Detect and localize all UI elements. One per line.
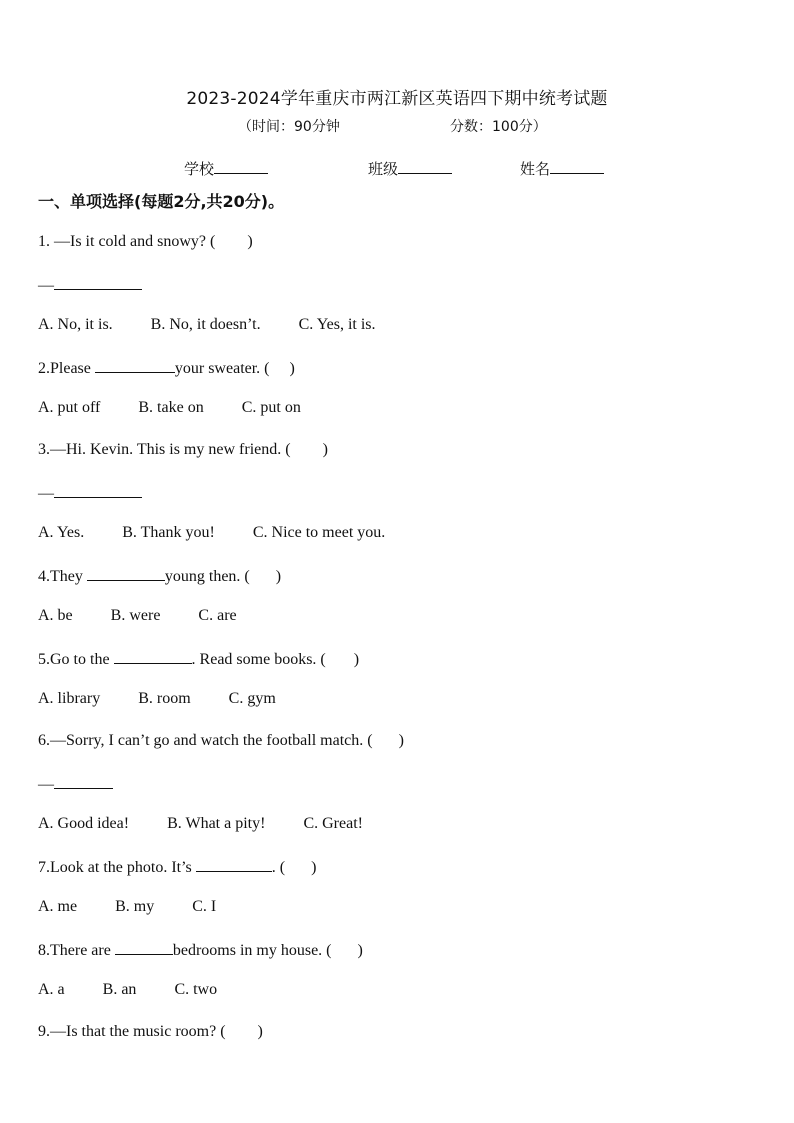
dash: —	[38, 485, 54, 502]
option-a[interactable]: A. No, it is.	[38, 316, 113, 333]
answer-line	[38, 774, 113, 794]
question-5	[38, 649, 359, 669]
option-c[interactable]: C. Nice to meet you.	[252, 524, 386, 541]
options-4	[38, 607, 275, 625]
option-b[interactable]: B. an	[102, 981, 137, 998]
option-c[interactable]: C. are	[198, 607, 237, 624]
school-label: 学校	[184, 160, 215, 178]
question-stem: 9.—Is that the music room? (	[38, 1023, 226, 1040]
paren-close: )	[357, 942, 363, 959]
paren-close: )	[275, 568, 282, 585]
options-1	[38, 316, 414, 334]
option-a[interactable]: A. put off	[38, 399, 101, 416]
question-stem-rest: young then. (	[164, 568, 250, 585]
paren-close: )	[257, 1023, 263, 1040]
option-c[interactable]: C. I	[192, 898, 217, 915]
name-label: 姓名	[520, 160, 551, 178]
paren-close: )	[398, 732, 404, 749]
paren-close: )	[353, 651, 360, 668]
answer-line	[38, 483, 142, 503]
option-b[interactable]: B. room	[138, 690, 191, 707]
question-stem: 3.—Hi. Kevin. This is my new friend. (	[38, 441, 291, 458]
option-c[interactable]: C. Great!	[303, 815, 363, 832]
question-stem: 1. —Is it cold and snowy? (	[38, 233, 216, 250]
option-b[interactable]: B. my	[115, 898, 155, 915]
dash: —	[38, 277, 54, 294]
paren-close: )	[289, 360, 295, 377]
question-stem: 4.They	[38, 568, 87, 585]
option-b[interactable]: B. What a pity!	[167, 815, 266, 832]
options-7	[38, 898, 254, 916]
option-c[interactable]: C. Yes, it is.	[298, 316, 376, 333]
section-title: 一、单项选择(每题2分,共20分)。	[38, 192, 285, 211]
option-b[interactable]: B. were	[110, 607, 161, 624]
question-4	[38, 566, 281, 586]
question-7	[38, 857, 316, 877]
class-field	[368, 158, 452, 179]
question-stem-rest: . Read some books. (	[191, 651, 326, 668]
question-stem: 6.—Sorry, I can’t go and watch the football match. (	[38, 732, 373, 749]
question-6	[38, 732, 404, 750]
paren-close: )	[322, 441, 328, 458]
question-2	[38, 358, 295, 378]
options-6	[38, 815, 401, 833]
option-a[interactable]: A. Good idea!	[38, 815, 130, 832]
answer-blank[interactable]	[54, 275, 142, 290]
question-1	[38, 233, 253, 251]
name-blank[interactable]	[550, 160, 604, 174]
answer-line	[38, 275, 142, 295]
option-a[interactable]: A. a	[38, 981, 65, 998]
question-stem-rest: your sweater. (	[174, 360, 270, 377]
question-3	[38, 441, 328, 459]
paren-close: )	[311, 859, 317, 876]
school-field	[184, 158, 268, 179]
options-5	[38, 690, 314, 708]
options-8	[38, 981, 255, 999]
answer-blank[interactable]	[54, 774, 113, 789]
school-blank[interactable]	[214, 160, 268, 174]
option-a[interactable]: A. me	[38, 898, 78, 915]
option-a[interactable]: A. Yes.	[38, 524, 85, 541]
question-stem-rest: bedrooms in my house. (	[172, 942, 332, 959]
option-c[interactable]: C. gym	[228, 690, 276, 707]
fill-blank[interactable]	[87, 566, 165, 581]
question-stem: 7.Look at the photo. It’s	[38, 859, 196, 876]
paren-close: )	[247, 233, 253, 250]
fill-blank[interactable]	[114, 649, 192, 664]
question-stem: 8.There are	[38, 942, 115, 959]
exam-score: 分数：100分）	[450, 119, 547, 135]
option-c[interactable]: C. put on	[241, 399, 301, 416]
question-stem-rest: . (	[271, 859, 286, 876]
options-3	[38, 524, 423, 542]
class-label: 班级	[368, 160, 399, 178]
question-stem: 2.Please	[38, 360, 95, 377]
option-b[interactable]: B. No, it doesn’t.	[150, 316, 261, 333]
question-9	[38, 1023, 263, 1041]
option-b[interactable]: B. take on	[138, 399, 204, 416]
answer-blank[interactable]	[54, 483, 142, 498]
exam-title: 2023-2024学年重庆市两江新区英语四下期中统考试题	[186, 89, 608, 109]
question-stem: 5.Go to the	[38, 651, 114, 668]
class-blank[interactable]	[398, 160, 452, 174]
option-a[interactable]: A. library	[38, 690, 101, 707]
name-field	[520, 158, 604, 179]
fill-blank[interactable]	[115, 940, 173, 955]
option-b[interactable]: B. Thank you!	[122, 524, 215, 541]
dash: —	[38, 776, 54, 793]
question-8	[38, 940, 363, 960]
fill-blank[interactable]	[95, 358, 175, 373]
exam-time: （时间：90分钟	[238, 119, 340, 135]
options-2	[38, 399, 339, 417]
fill-blank[interactable]	[196, 857, 272, 872]
option-c[interactable]: C. two	[174, 981, 218, 998]
option-a[interactable]: A. be	[38, 607, 73, 624]
